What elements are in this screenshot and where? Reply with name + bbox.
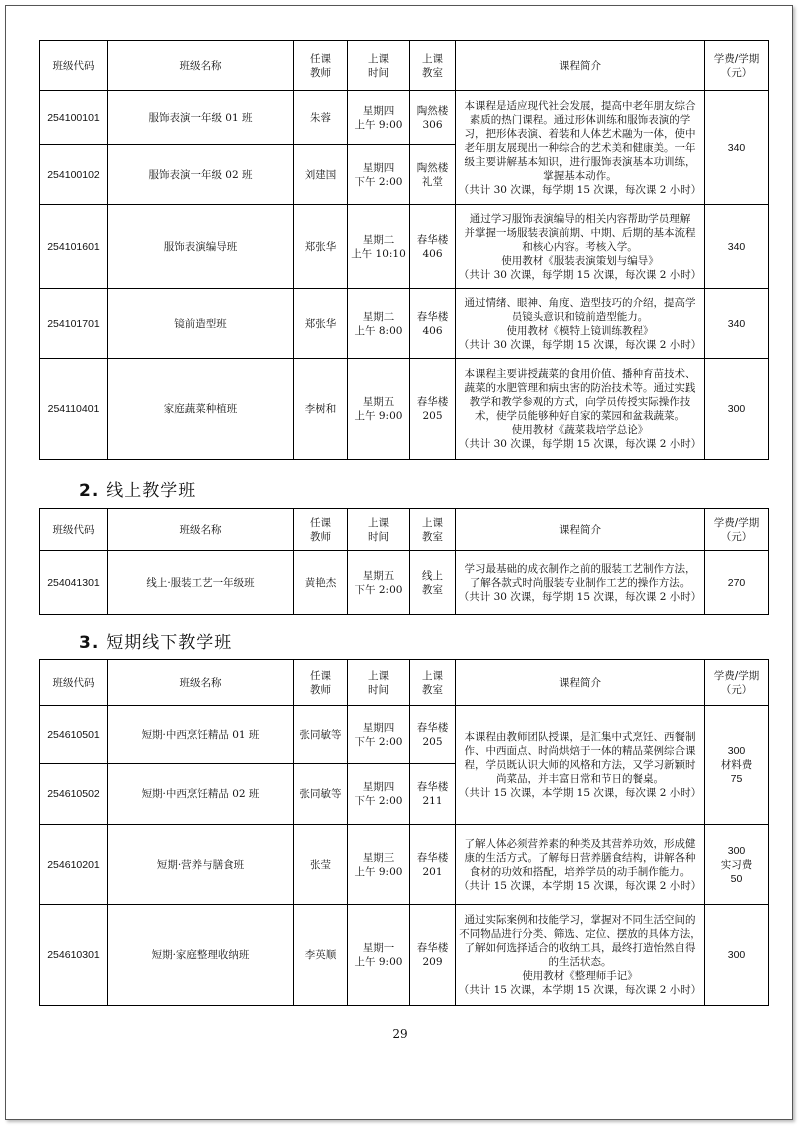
teacher: 郑张华	[294, 205, 348, 289]
course-intro: 了解人体必须营养素的种类及其营养功效，形成健 康的生活方式。了解每日营养膳食结构，讲解各种 食材的功效和搭配，培养学员的动手制作能力。 （共计 15 次课，本学期 15 次课，每次课 2 小时）	[456, 825, 705, 905]
classroom: 春华楼 205	[410, 359, 456, 460]
class-name: 家庭蔬菜种植班	[108, 359, 294, 460]
class-time: 星期三 上午 9:00	[348, 825, 410, 905]
class-time: 星期一 上午 9:00	[348, 905, 410, 1006]
fee: 300 材料费 75	[705, 706, 769, 825]
class-time: 星期二 上午 8:00	[348, 289, 410, 359]
header-room: 上课 教室	[410, 660, 456, 706]
class-time: 星期四 下午 2:00	[348, 145, 410, 205]
class-code: 254610301	[40, 905, 108, 1006]
course-table-1	[39, 40, 769, 460]
header-code: 班级代码	[40, 509, 108, 551]
section-title: 线上教学班	[106, 481, 197, 501]
classroom: 春华楼 406	[410, 205, 456, 289]
course-table-3	[39, 659, 769, 1006]
header-intro: 课程简介	[456, 41, 705, 91]
class-code: 254110401	[40, 359, 108, 460]
class-code: 254610502	[40, 764, 108, 825]
header-teacher: 任课 教师	[294, 41, 348, 91]
class-name: 服饰表演编导班	[108, 205, 294, 289]
class-code: 254610501	[40, 706, 108, 764]
header-intro: 课程简介	[456, 660, 705, 706]
section-heading-short-term	[79, 628, 232, 653]
class-name: 短期·中西烹饪精品 02 班	[108, 764, 294, 825]
class-time: 星期四 下午 2:00	[348, 764, 410, 825]
header-room: 上课 教室	[410, 509, 456, 551]
course-intro: 通过实际案例和技能学习，掌握对不同生活空间的 不同物品进行分类、筛选、定位、摆放的具体方法， 了解如何选择适合的收纳工具，最终打造怡然自得 的生活状态。 使用教材《整理师手记》 （共计 15 次课，本学期 15 次课，每次课 2 小时）	[456, 905, 705, 1006]
teacher: 刘建国	[294, 145, 348, 205]
class-time: 星期二 上午 10:10	[348, 205, 410, 289]
classroom: 春华楼 205	[410, 706, 456, 764]
classroom: 线上 教室	[410, 551, 456, 615]
class-time: 星期四 下午 2:00	[348, 706, 410, 764]
class-name: 短期·家庭整理收纳班	[108, 905, 294, 1006]
teacher: 李树和	[294, 359, 348, 460]
header-code: 班级代码	[40, 660, 108, 706]
header-name: 班级名称	[108, 660, 294, 706]
class-name: 服饰表演一年级 02 班	[108, 145, 294, 205]
section-number: 3.	[79, 633, 100, 653]
header-time: 上课 时间	[348, 660, 410, 706]
table-row	[40, 551, 769, 615]
classroom: 陶然楼 礼堂	[410, 145, 456, 205]
class-time: 星期五 下午 2:00	[348, 551, 410, 615]
class-code: 254101601	[40, 205, 108, 289]
header-fee: 学费/学期 （元）	[705, 509, 769, 551]
header-room: 上课 教室	[410, 41, 456, 91]
fee: 300	[705, 359, 769, 460]
teacher: 朱蓉	[294, 91, 348, 145]
class-code: 254610201	[40, 825, 108, 905]
table-row	[40, 706, 769, 764]
classroom: 春华楼 211	[410, 764, 456, 825]
classroom: 春华楼 201	[410, 825, 456, 905]
teacher: 张同敏等	[294, 706, 348, 764]
class-name: 镜前造型班	[108, 289, 294, 359]
class-name: 短期·中西烹饪精品 01 班	[108, 706, 294, 764]
class-code: 254100101	[40, 91, 108, 145]
section-number: 2.	[79, 481, 100, 501]
header-teacher: 任课 教师	[294, 660, 348, 706]
course-intro: 通过情绪、眼神、角度、造型技巧的介绍，提高学 员镜头意识和镜前造型能力。 使用教材《模特上镜训练教程》 （共计 30 次课，每学期 15 次课，每次课 2 小时）	[456, 289, 705, 359]
class-time: 星期五 上午 9:00	[348, 359, 410, 460]
fee: 340	[705, 91, 769, 205]
course-intro: 通过学习服饰表演编导的相关内容帮助学员理解 并掌握一场服装表演前期、中期、后期的基本流程 和核心内容。考核入学。 使用教材《服装表演策划与编导》 （共计 30 次课，每学期 15 次课，每次课 2 小时）	[456, 205, 705, 289]
classroom: 春华楼 209	[410, 905, 456, 1006]
class-name: 线上·服装工艺一年级班	[108, 551, 294, 615]
classroom: 陶然楼 306	[410, 91, 456, 145]
table-row	[40, 205, 769, 289]
fee: 270	[705, 551, 769, 615]
course-intro: 本课程是适应现代社会发展，提高中老年朋友综合 素质的热门课程。通过形体训练和服饰表演的学 习，把形体表演、着装和人体艺术融为一体，使中 老年朋友展现出一种综合的艺术美和健康美。一年 级主要讲解基本知识，进行服饰表演基本功训练， 掌握基本动作。 （共计 30 次课，每学期 15 次课，每次课 2 小时）	[456, 91, 705, 205]
header-fee: 学费/学期 （元）	[705, 660, 769, 706]
fee: 340	[705, 289, 769, 359]
table-header-row	[40, 509, 769, 551]
course-intro: 本课程主要讲授蔬菜的食用价值、播种育苗技术、 蔬菜的水肥管理和病虫害的防治技术等。通过实践 教学和教学参观的方式，向学员传授实际操作技 术，使学员能够种好自家的菜园和盆栽蔬菜。 使用教材《蔬菜栽培学总论》 （共计 30 次课，每学期 15 次课，每次课 2 小时）	[456, 359, 705, 460]
class-code: 254041301	[40, 551, 108, 615]
page-number: 29	[392, 1027, 408, 1041]
class-name: 服饰表演一年级 01 班	[108, 91, 294, 145]
teacher: 张同敏等	[294, 764, 348, 825]
header-time: 上课 时间	[348, 509, 410, 551]
class-code: 254101701	[40, 289, 108, 359]
header-name: 班级名称	[108, 509, 294, 551]
header-name: 班级名称	[108, 41, 294, 91]
class-time: 星期四 上午 9:00	[348, 91, 410, 145]
teacher: 张莹	[294, 825, 348, 905]
teacher: 黄艳杰	[294, 551, 348, 615]
section-heading-online	[79, 476, 196, 501]
class-code: 254100102	[40, 145, 108, 205]
teacher: 郑张华	[294, 289, 348, 359]
header-time: 上课 时间	[348, 41, 410, 91]
table-row	[40, 289, 769, 359]
table-row	[40, 359, 769, 460]
fee: 300	[705, 905, 769, 1006]
class-name: 短期·营养与膳食班	[108, 825, 294, 905]
section-title: 短期线下教学班	[106, 633, 233, 653]
course-table-2	[39, 508, 769, 615]
header-fee: 学费/学期 （元）	[705, 41, 769, 91]
header-code: 班级代码	[40, 41, 108, 91]
table-row	[40, 905, 769, 1006]
classroom: 春华楼 406	[410, 289, 456, 359]
course-intro: 本课程由教师团队授课，是汇集中式烹饪、西餐制 作、中西面点、时尚烘焙于一体的精品菜例综合课 程，学员既认识大师的风格和方法，又学习新颖时 尚菜品，并丰富日常和节日的餐桌。 （共计 15 次课，本学期 15 次课，每次课 2 小时）	[456, 706, 705, 825]
teacher: 李英顺	[294, 905, 348, 1006]
table-row	[40, 825, 769, 905]
fee: 340	[705, 205, 769, 289]
table-row	[40, 91, 769, 145]
table-header-row	[40, 660, 769, 706]
header-intro: 课程简介	[456, 509, 705, 551]
course-intro: 学习最基础的成衣制作之前的服装工艺制作方法， 了解各款式时尚服装专业制作工艺的操作方法。 （共计 30 次课，每学期 15 次课，每次课 2 小时）	[456, 551, 705, 615]
table-header-row	[40, 41, 769, 91]
header-teacher: 任课 教师	[294, 509, 348, 551]
fee: 300 实习费 50	[705, 825, 769, 905]
